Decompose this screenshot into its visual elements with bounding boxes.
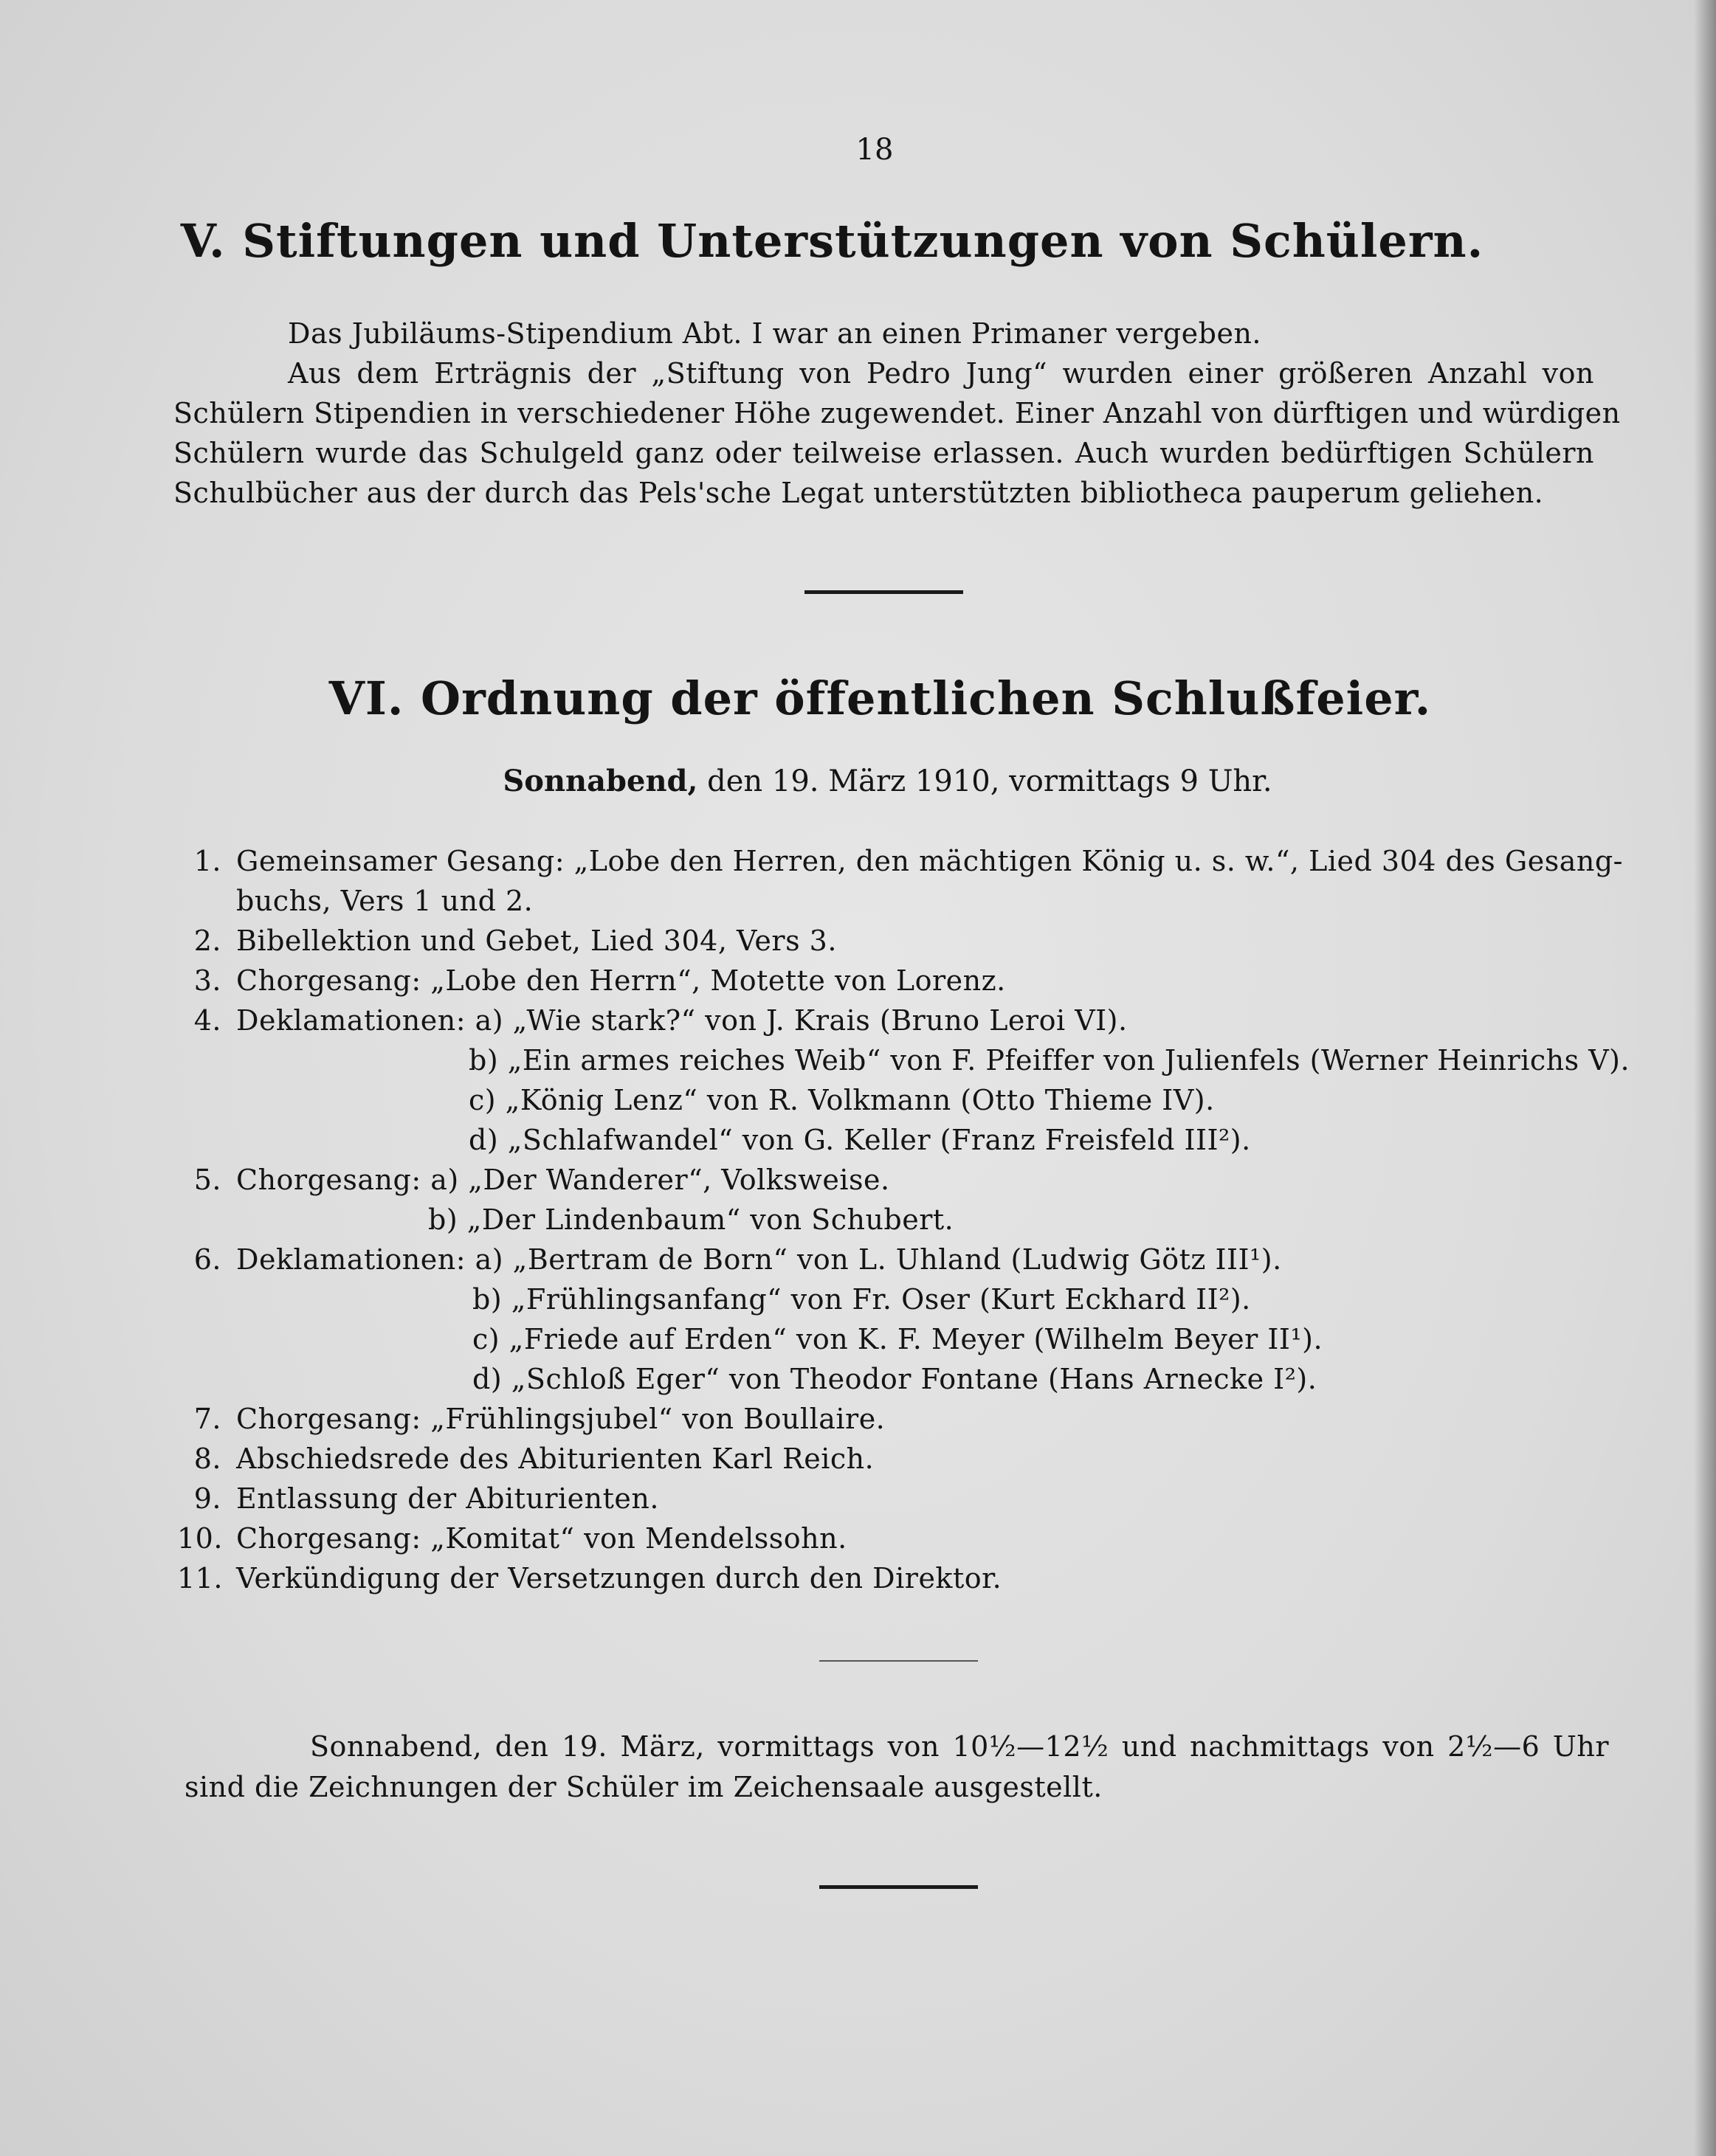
program-item-text: Entlassung der Abiturienten. bbox=[236, 1482, 659, 1515]
section-5-line-3: Schülern Stipendien in verschiedener Höhe zugewendet. Einer Anzahl von dürftigen und würdigen bbox=[173, 397, 1621, 429]
program-item-text: Chorgesang: „Komitat“ von Mendelssohn. bbox=[236, 1522, 847, 1555]
program-item-text: buchs, Vers 1 und 2. bbox=[236, 885, 534, 917]
program-item-text: Bibellektion und Gebet, Lied 304, Vers 3. bbox=[236, 925, 837, 957]
program-item-text: Chorgesang: „Lobe den Herrn“, Motette von Lorenz. bbox=[236, 964, 1006, 997]
section-5-line-2: Aus dem Erträgnis der „Stiftung von Pedro Jung“ wurden einer größeren Anzahl von bbox=[288, 357, 1594, 390]
program-item-text: Verkündigung der Versetzungen durch den Direktor. bbox=[236, 1562, 1002, 1594]
section-5-title: V. Stiftungen und Unterstützungen von Schülern. bbox=[180, 214, 1484, 268]
program-item-number: 11. bbox=[177, 1562, 223, 1594]
program-item-text: b) „Ein armes reiches Weib“ von F. Pfeiffer von Julienfels (Werner Heinrichs V). bbox=[469, 1044, 1630, 1077]
program-item-number: 7. bbox=[193, 1403, 221, 1435]
page-number: 18 bbox=[855, 133, 894, 167]
program-item-number: 8. bbox=[193, 1442, 221, 1475]
section-5-line-4: Schülern wurde das Schulgeld ganz oder teilweise erlassen. Auch wurden bedürftigen Schülern bbox=[173, 437, 1594, 469]
ceremony-date-day: Sonnabend, bbox=[503, 764, 698, 798]
program-item-text: b) „Der Lindenbaum“ von Schubert. bbox=[428, 1203, 954, 1236]
program-item-text: c) „König Lenz“ von R. Volkmann (Otto Thieme IV). bbox=[469, 1084, 1215, 1116]
program-item-text: d) „Schlafwandel“ von G. Keller (Franz Freisfeld III²). bbox=[469, 1124, 1251, 1156]
closing-line-2: sind die Zeichnungen der Schüler im Zeichensaale ausgestellt. bbox=[185, 1771, 1103, 1803]
final-divider-rule bbox=[819, 1885, 978, 1889]
section-divider-rule bbox=[804, 590, 963, 594]
section-6-title: VI. Ordnung der öffentlichen Schlußfeier. bbox=[328, 671, 1432, 725]
section-5-line-5: Schulbücher aus der durch das Pels'sche Legat unterstützten bibliotheca pauperum geliehen. bbox=[173, 477, 1544, 509]
program-item-text: c) „Friede auf Erden“ von K. F. Meyer (Wilhelm Beyer II¹). bbox=[472, 1323, 1323, 1355]
program-item-number: 2. bbox=[193, 925, 221, 957]
ceremony-date-rest: den 19. März 1910, vormittags 9 Uhr. bbox=[707, 764, 1272, 798]
program-item-number: 4. bbox=[193, 1004, 221, 1037]
program-item-number: 6. bbox=[193, 1243, 221, 1276]
program-item-number: 10. bbox=[177, 1522, 223, 1555]
program-item-text: Chorgesang: „Frühlingsjubel“ von Boullaire. bbox=[236, 1403, 886, 1435]
program-item-text: d) „Schloß Eger“ von Theodor Fontane (Hans Arnecke I²). bbox=[472, 1363, 1317, 1395]
program-divider-rule bbox=[819, 1660, 978, 1662]
program-item-text: Deklamationen: a) „Bertram de Born“ von L. Uhland (Ludwig Götz III¹). bbox=[236, 1243, 1282, 1276]
closing-line-1: Sonnabend, den 19. März, vormittags von 10½—12½ und nachmittags von 2½—6 Uhr bbox=[310, 1730, 1609, 1763]
program-item-number: 5. bbox=[193, 1164, 221, 1196]
program-item-text: Chorgesang: a) „Der Wanderer“, Volksweise. bbox=[236, 1164, 890, 1196]
section-5-line-1: Das Jubiläums-Stipendium Abt. I war an einen Primaner vergeben. bbox=[288, 317, 1262, 350]
program-item-text: Abschiedsrede des Abiturienten Karl Reich. bbox=[236, 1442, 875, 1475]
program-item-text: b) „Frühlingsanfang“ von Fr. Oser (Kurt Eckhard II²). bbox=[472, 1283, 1251, 1316]
program-item-text: Gemeinsamer Gesang: „Lobe den Herren, den mächtigen König u. s. w.“, Lied 304 des Gesang- bbox=[236, 845, 1624, 877]
program-item-text: Deklamationen: a) „Wie stark?“ von J. Krais (Bruno Leroi VI). bbox=[236, 1004, 1128, 1037]
program-item-number: 1. bbox=[193, 845, 221, 877]
program-item-number: 3. bbox=[193, 964, 221, 997]
ceremony-date bbox=[30, 764, 1716, 798]
program-item-number: 9. bbox=[193, 1482, 221, 1515]
